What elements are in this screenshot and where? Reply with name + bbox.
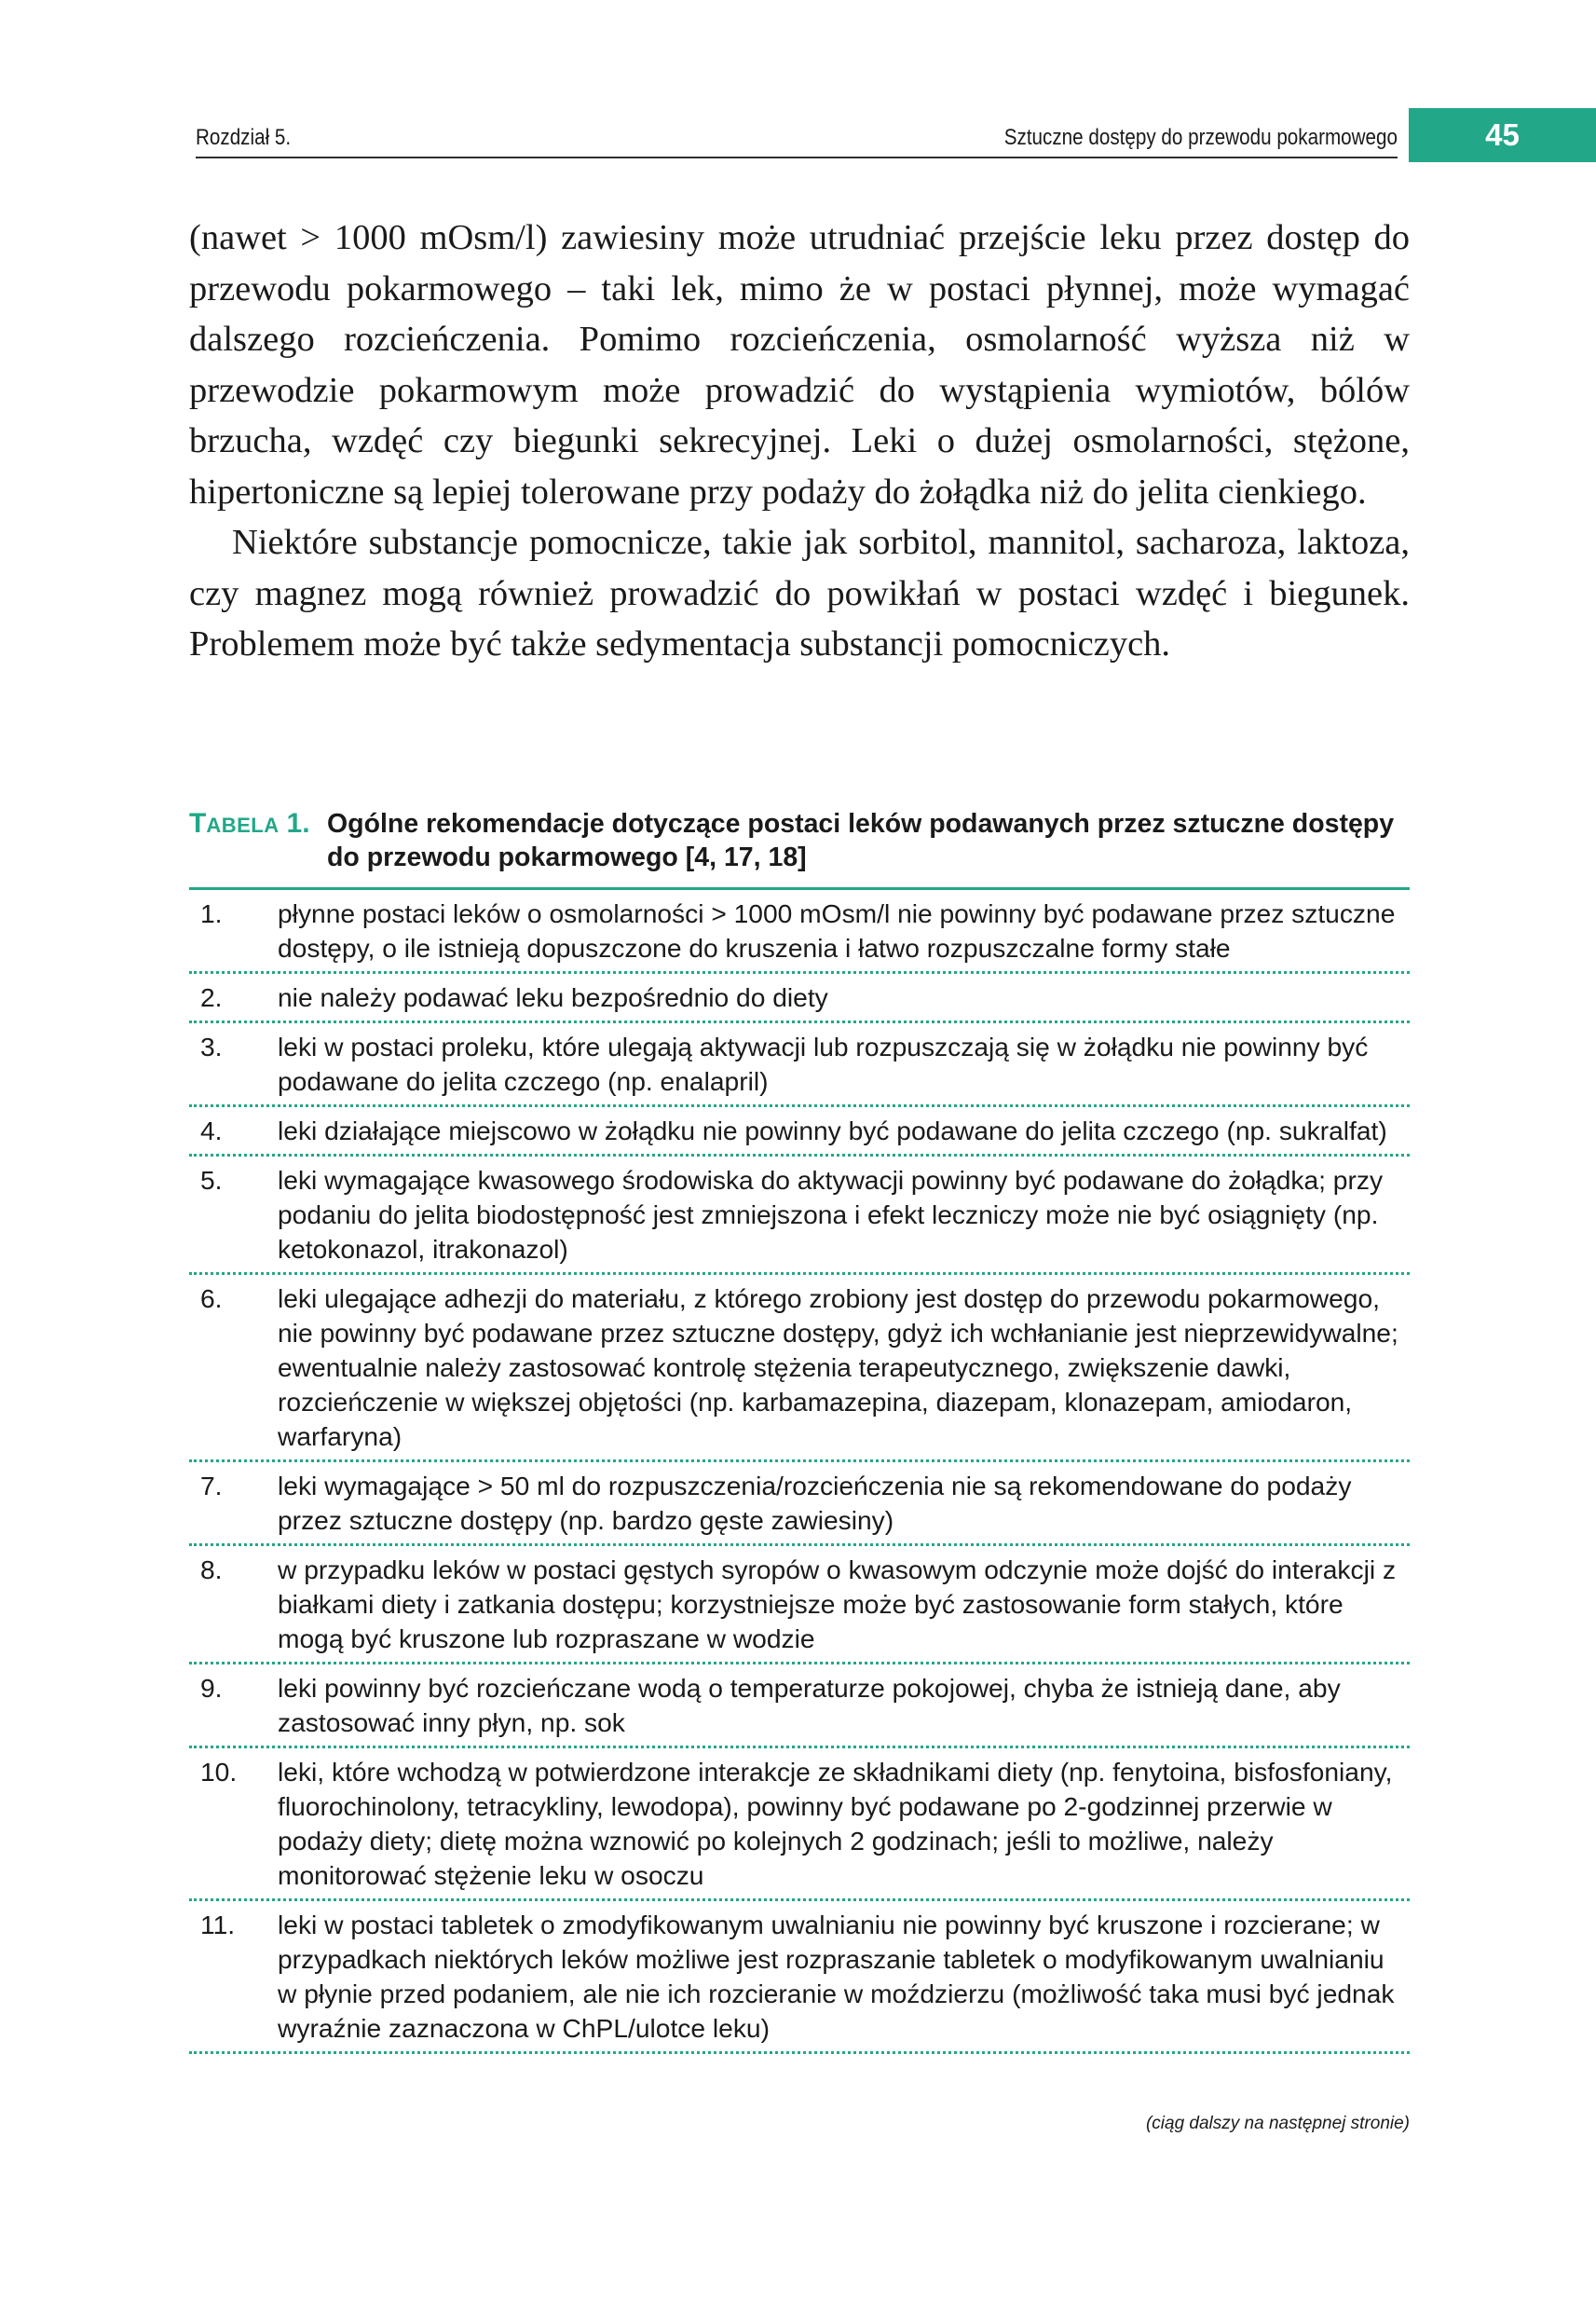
table-caption [189, 807, 1410, 874]
row-number: 1. [200, 898, 223, 928]
section-title: Sztuczne dostępy do przewodu pokarmowego [1003, 125, 1398, 150]
row-text: leki w postaci tabletek o zmodyfikowanym uwalnianiu nie powinny być kruszone i rozcierane; w przypadkach niektórych leków możliwe jest rozpraszanie tabletek o modyfikowanym uwalnianiu w płynie przed podaniem, ale nie ich rozcieranie w moździerzu (możliwość taka musi być jednak wyraźnie zaznaczona w ChPL/ulotce leku) [278, 1910, 1395, 2043]
row-number: 10. [200, 1757, 238, 1787]
page-number: 45 [1485, 117, 1520, 152]
table-row [189, 1546, 1410, 1664]
table-label-rest: ABELA [206, 814, 280, 837]
row-text: leki wymagające kwasowego środowiska do aktywacji powinny być podawane do żołądka; przy podaniu do jelita biodostępność jest zmniejszona i efekt leczniczy może nie być osiągnięty (np. ketokonazol, itrakonazol) [278, 1165, 1384, 1264]
row-number: 3. [200, 1032, 223, 1061]
row-number: 2. [200, 982, 223, 1012]
row-text: leki, które wchodzą w potwierdzone interakcje ze składnikami diety (np. fenytoina, bisfosfoniany, fluorochinolony, tetracykliny, lewodopa), powinny być podawane po 2-godzinnej przerwie w podaży diety; dietę można wznowić po kolejnych 2 godzinach; jeśli to możliwe, należy monitorować stężenie leku w osoczu [278, 1757, 1393, 1890]
chapter-label: Rozdział 5. [196, 125, 292, 150]
table-row [189, 1748, 1410, 1901]
running-header [196, 114, 1398, 158]
table-label-number: 1. [286, 808, 310, 839]
table-row [189, 1462, 1410, 1546]
row-text: leki wymagające > 50 ml do rozpuszczenia/rozcieńczenia nie są rekomendowane do podaży przez sztuczne dostępy (np. bardzo gęste zawiesiny) [278, 1471, 1352, 1535]
row-number: 8. [200, 1555, 223, 1584]
recommendations-table [189, 887, 1410, 2054]
row-number: 7. [200, 1471, 223, 1500]
row-text: leki ulegające adhezji do materiału, z którego zrobiony jest dostęp do przewodu pokarmowego, nie powinny być podawane przez sztuczne dostępy, gdyż ich wchłanianie jest nieprzewidywalne; ewentualnie należy zastosować kontrolę stężenia terapeutycznego, zwiększenie dawki, rozcieńczenie w większej objętości (np. karbamazepina, diazepam, klonazepam, amiodaron, warfaryna) [278, 1283, 1398, 1451]
body-text [189, 212, 1410, 670]
row-text: płynne postaci leków o osmolarności > 1000 mOsm/l nie powinny być podawane przez sztuczne dostępy, o ile istnieją dopuszczone do kruszenia i łatwo rozpuszczalne formy stałe [278, 898, 1396, 963]
page-number-badge [1409, 108, 1596, 162]
paragraph: Niektóre substancje pomocnicze, takie jak sorbitol, mannitol, sacharoza, laktoza, czy magnez mogą również prowadzić do powikłań w postaci wzdęć i biegunek. Problemem może być także sedymentacja substancji pomocniczych. [189, 523, 1410, 664]
table-row [189, 1107, 1410, 1157]
table-caption-text: Ogólne rekomendacje dotyczące postaci leków podawanych przez sztuczne dostępy do przewodu pokarmowego [4, 17, 18] [327, 809, 1395, 872]
table-row [189, 1023, 1410, 1107]
row-text: leki w postaci proleku, które ulegają aktywacji lub rozpuszczają się w żołądku nie powinny być podawane do jelita czczego (np. enalapril) [278, 1032, 1369, 1096]
table-row [189, 1901, 1410, 2054]
continuation-note: (ciąg dalszy na następnej stronie) [1145, 2114, 1410, 2133]
row-text: leki powinny być rozcieńczane wodą o temperaturze pokojowej, chyba że istnieją dane, aby zastosować inny płyn, np. sok [278, 1673, 1341, 1737]
paragraph: (nawet > 1000 mOsm/l) zawiesiny może utrudniać przejście leku przez dostęp do przewodu pokarmowego – taki lek, mimo że w postaci płynnej, może wymagać dalszego rozcieńczenia. Pomimo rozcieńczenia, osmolarność wyższa niż w przewodzie pokarmowym może prowadzić do wystąpienia wymiotów, bólów brzucha, wzdęć czy biegunki sekrecyjnej. Leki o dużej osmolarności, stężone, hipertoniczne są lepiej tolerowane przy podaży do żołądka niż do jelita cienkiego. [189, 218, 1410, 512]
row-text: nie należy podawać leku bezpośrednio do diety [278, 982, 828, 1012]
table-row [189, 1664, 1410, 1748]
table-row [189, 890, 1410, 974]
row-number: 5. [200, 1165, 223, 1195]
table-row [189, 1275, 1410, 1462]
row-number: 9. [200, 1673, 223, 1703]
row-number: 6. [200, 1283, 223, 1313]
row-number: 11. [200, 1910, 236, 1939]
table-row [189, 974, 1410, 1023]
table-row [189, 1157, 1410, 1275]
table-label [189, 807, 327, 874]
row-text: w przypadku leków w postaci gęstych syropów o kwasowym odczynie może dojść do interakcji z białkami diety i zatkania dostępu; korzystniejsze może być zastosowanie form stałych, które mogą być kruszone lub rozpraszane w wodzie [278, 1555, 1397, 1653]
row-text: leki działające miejscowo w żołądku nie powinny być podawane do jelita czczego (np. sukralfat) [278, 1116, 1387, 1145]
table-label-initial: T [189, 808, 207, 839]
row-number: 4. [200, 1116, 223, 1145]
